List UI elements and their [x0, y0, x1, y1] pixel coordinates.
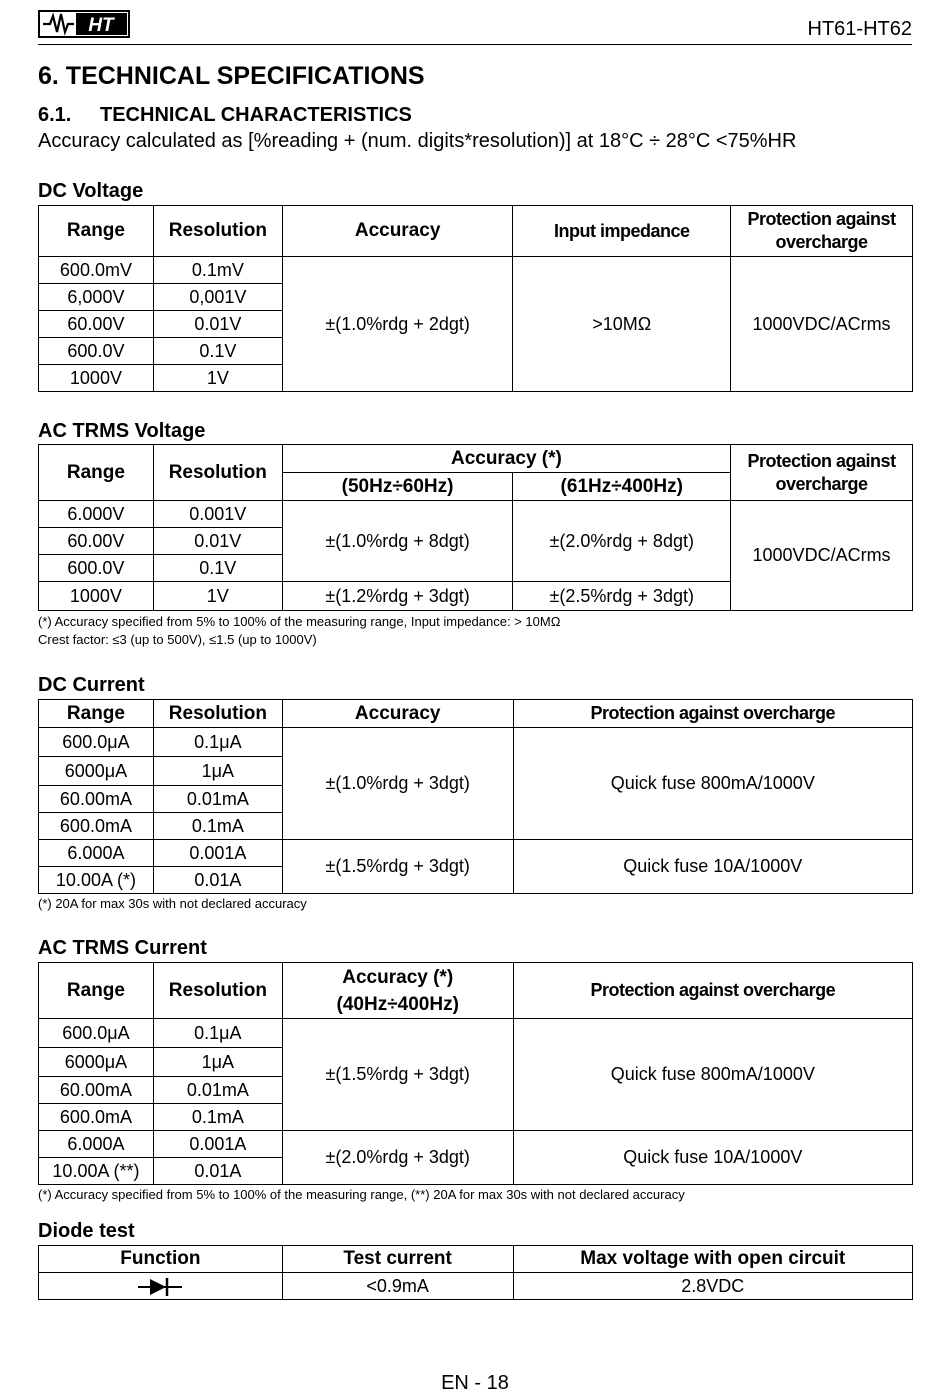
dc-current-note: (*) 20A for max 30s with not declared accuracy	[38, 896, 307, 911]
cell-range: 6.000A	[39, 840, 154, 867]
cell-range: 10.00A (*)	[39, 867, 154, 894]
col-header: (50Hz÷60Hz)	[282, 473, 513, 501]
col-header: Function	[39, 1246, 283, 1273]
ac-current-title: AC TRMS Current	[38, 937, 207, 959]
cell-function	[39, 1273, 283, 1300]
ac-voltage-title: AC TRMS Voltage	[38, 420, 206, 442]
cell-protection: 1000VDC/ACrms	[731, 257, 913, 392]
cell-protection: Quick fuse 800mA/1000V	[513, 1019, 912, 1131]
section-title: 6. TECHNICAL SPECIFICATIONS	[38, 62, 425, 90]
cell-range: 60.00V	[39, 528, 154, 555]
cell-protection: Quick fuse 800mA/1000V	[513, 728, 912, 840]
col-header: Accuracy	[282, 206, 513, 257]
table-row	[39, 728, 913, 757]
cell-resolution: 0.1V	[153, 338, 282, 365]
subsection-number: 6.1.	[38, 104, 72, 126]
col-header: Resolution	[153, 963, 282, 1019]
cell-max-voltage: 2.8VDC	[513, 1273, 913, 1300]
cell-range: 1000V	[39, 365, 154, 392]
accuracy-header-label: Accuracy (*)	[342, 966, 454, 988]
diode-test-table	[38, 1245, 913, 1300]
dc-voltage-title: DC Voltage	[38, 180, 144, 202]
dc-current-title: DC Current	[38, 674, 145, 696]
cell-range: 60.00V	[39, 311, 154, 338]
cell-protection: Quick fuse 10A/1000V	[513, 1131, 912, 1185]
crest-factor-note: Crest factor: ≤3 (up to 500V), ≤1.5 (up to 1000V)	[38, 632, 317, 647]
table-header-row	[39, 700, 913, 728]
cell-resolution: 0.1mV	[153, 257, 282, 284]
cell-resolution: 0.1mA	[153, 813, 282, 840]
col-header	[282, 963, 513, 1019]
ac-current-table	[38, 962, 913, 1185]
col-header: Max voltage with open circuit	[513, 1246, 913, 1273]
diode-symbol-icon	[138, 1277, 182, 1297]
ac-voltage-note: (*) Accuracy specified from 5% to 100% of the measuring range, Input impedance: > 10MΩ	[38, 614, 561, 629]
col-header: Resolution	[153, 445, 282, 501]
cell-resolution: 0.01A	[153, 867, 282, 894]
table-row	[39, 840, 913, 867]
col-header: Range	[39, 206, 154, 257]
col-header: Protection against overcharge	[513, 963, 912, 1019]
cell-accuracy: ±(2.0%rdg + 8dgt)	[513, 501, 731, 582]
cell-protection: Quick fuse 10A/1000V	[513, 840, 912, 894]
col-header: Resolution	[153, 700, 282, 728]
cell-range: 600.0mA	[39, 813, 154, 840]
cell-range: 600.0mV	[39, 257, 154, 284]
cell-range: 10.00A (**)	[39, 1158, 154, 1185]
table-row	[39, 501, 913, 528]
col-header: Protection against overcharge	[731, 445, 913, 501]
table-header-row	[39, 445, 913, 473]
cell-test-current: <0.9mA	[282, 1273, 513, 1300]
cell-accuracy: ±(1.0%rdg + 3dgt)	[282, 728, 513, 840]
accuracy-note: Accuracy calculated as [%reading + (num. digits*resolution)] at 18°C ÷ 28°C <75%HR	[38, 130, 797, 152]
table-header-row	[39, 1246, 913, 1273]
cell-resolution: 1μA	[153, 757, 282, 786]
page-header	[38, 8, 912, 45]
cell-range: 600.0μA	[39, 728, 154, 757]
col-header: Accuracy	[282, 700, 513, 728]
diode-test-title: Diode test	[38, 1220, 135, 1242]
col-header: Range	[39, 963, 154, 1019]
cell-range: 6,000V	[39, 284, 154, 311]
table-row	[39, 257, 913, 284]
cell-resolution: 0.01mA	[153, 1077, 282, 1104]
cell-range: 60.00mA	[39, 1077, 154, 1104]
cell-resolution: 0,001V	[153, 284, 282, 311]
cell-accuracy: ±(1.0%rdg + 8dgt)	[282, 501, 513, 582]
cell-resolution: 0.1μA	[153, 728, 282, 757]
ac-voltage-table	[38, 444, 913, 611]
cell-range: 6000μA	[39, 757, 154, 786]
ac-current-note: (*) Accuracy specified from 5% to 100% of the measuring range, (**) 20A for max 30s with not declared accuracy	[38, 1187, 685, 1202]
cell-range: 600.0mA	[39, 1104, 154, 1131]
cell-range: 600.0V	[39, 338, 154, 365]
cell-accuracy: ±(1.5%rdg + 3dgt)	[282, 840, 513, 894]
col-header: Range	[39, 445, 154, 501]
cell-range: 6.000A	[39, 1131, 154, 1158]
col-header: (61Hz÷400Hz)	[513, 473, 731, 501]
cell-resolution: 1V	[153, 582, 282, 611]
cell-accuracy: ±(2.5%rdg + 3dgt)	[513, 582, 731, 611]
cell-resolution: 0.001A	[153, 840, 282, 867]
cell-resolution: 0.001V	[153, 501, 282, 528]
frequency-band-label: (40Hz÷400Hz)	[336, 993, 459, 1015]
col-header: Resolution	[153, 206, 282, 257]
ht-logo	[38, 10, 130, 38]
cell-range: 60.00mA	[39, 786, 154, 813]
cell-resolution: 0.01V	[153, 311, 282, 338]
col-header: Input impedance	[513, 206, 731, 257]
cell-resolution: 0.1mA	[153, 1104, 282, 1131]
cell-range: 6.000V	[39, 501, 154, 528]
table-row	[39, 1019, 913, 1048]
cell-accuracy: ±(1.5%rdg + 3dgt)	[282, 1019, 513, 1131]
cell-resolution: 0.01V	[153, 528, 282, 555]
table-row	[39, 1131, 913, 1158]
cell-accuracy: ±(1.0%rdg + 2dgt)	[282, 257, 513, 392]
cell-resolution: 0.1V	[153, 555, 282, 582]
cell-range: 1000V	[39, 582, 154, 611]
cell-resolution: 1μA	[153, 1048, 282, 1077]
cell-resolution: 1V	[153, 365, 282, 392]
table-header-row	[39, 963, 913, 1019]
cell-range: 600.0V	[39, 555, 154, 582]
cell-resolution: 0.01A	[153, 1158, 282, 1185]
col-header: Protection against overcharge	[513, 700, 912, 728]
cell-resolution: 0.1μA	[153, 1019, 282, 1048]
cell-resolution: 0.01mA	[153, 786, 282, 813]
table-row	[39, 1273, 913, 1300]
page-number: EN - 18	[441, 1372, 509, 1394]
col-header: Test current	[282, 1246, 513, 1273]
col-header: Accuracy (*)	[282, 445, 730, 473]
table-header-row	[39, 206, 913, 257]
cell-range: 6000μA	[39, 1048, 154, 1077]
cell-resolution: 0.001A	[153, 1131, 282, 1158]
col-header: Range	[39, 700, 154, 728]
subsection-title	[38, 104, 412, 127]
svg-text:HT: HT	[88, 15, 114, 36]
cell-range: 600.0μA	[39, 1019, 154, 1048]
dc-current-table	[38, 699, 913, 894]
model-name: HT61-HT62	[807, 18, 912, 40]
subsection-label: TECHNICAL CHARACTERISTICS	[100, 104, 412, 126]
cell-impedance: >10MΩ	[513, 257, 731, 392]
cell-accuracy: ±(1.2%rdg + 3dgt)	[282, 582, 513, 611]
cell-protection: 1000VDC/ACrms	[731, 501, 913, 611]
cell-accuracy: ±(2.0%rdg + 3dgt)	[282, 1131, 513, 1185]
col-header: Protection against overcharge	[731, 206, 913, 257]
dc-voltage-table	[38, 205, 913, 392]
